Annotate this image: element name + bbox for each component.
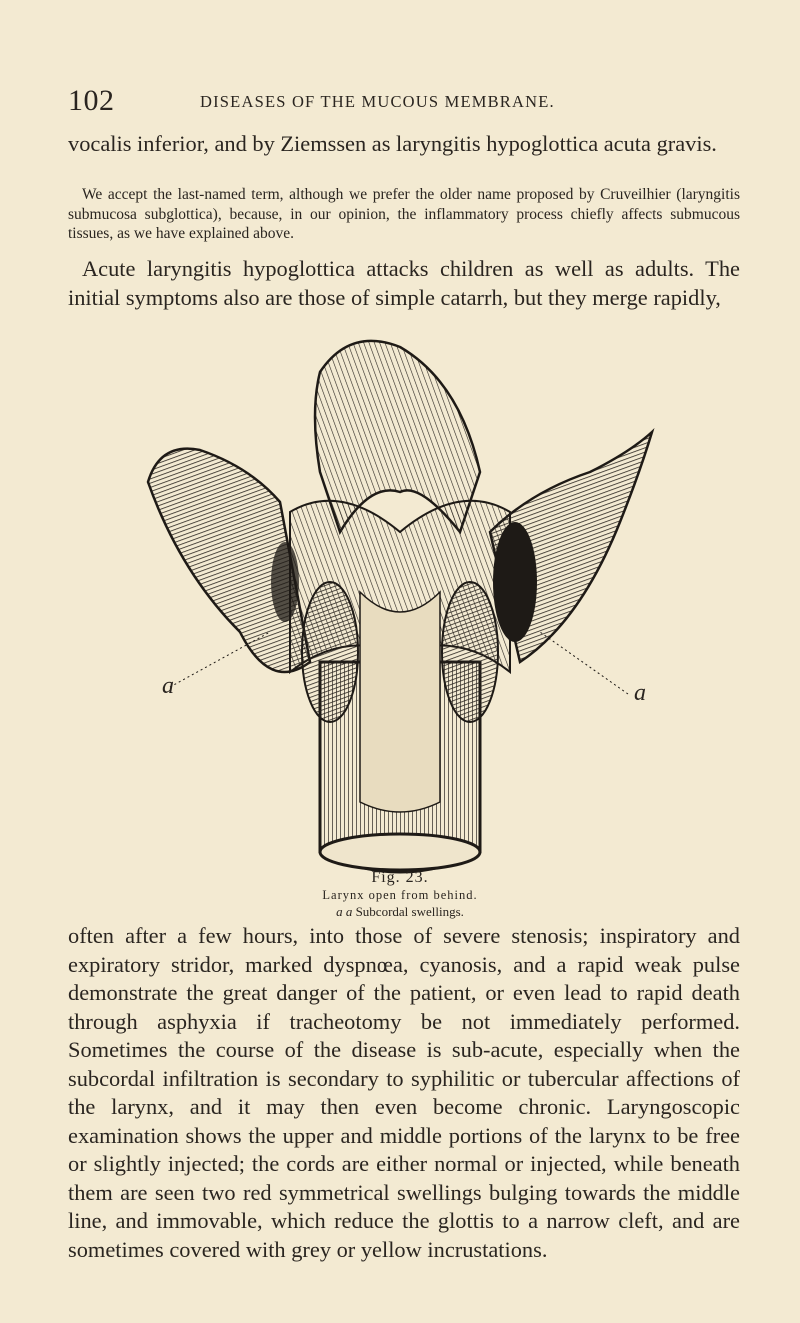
paragraph-acute-laryngitis: Acute laryngitis hypoglottica attacks children as well as adults. The initial symptoms also are those of simple catarrh, but they merge rapidly, <box>68 256 740 310</box>
legend-letters: a a <box>336 904 353 919</box>
figure-legend <box>0 904 800 920</box>
figure-caption: Larynx open from behind. <box>322 888 478 902</box>
page-number: 102 <box>68 84 115 117</box>
footnote-paragraph: We accept the last-named term, although we prefer the older name proposed by Cruveilhier (laryngitis submucosa subglottica), because, in our opinion, the inflammatory process chiefly affects submucous tissues, as we have explained above. <box>68 186 740 242</box>
paragraph-opening: vocalis inferior, and by Ziemssen as laryngitis hypoglottica acuta gravis. <box>68 131 717 156</box>
legend-text: Subcordal swellings. <box>355 904 464 919</box>
figure-number: Fig. 23. <box>371 869 429 886</box>
figure-label-left: a <box>162 673 174 699</box>
larynx-drawing <box>120 332 680 892</box>
running-head: DISEASES OF THE MUCOUS MEMBRANE. <box>200 92 555 111</box>
larynx-illustration <box>120 332 680 892</box>
figure-label-right: a <box>634 680 646 706</box>
paragraph-symptoms: often after a few hours, into those of severe stenosis; inspiratory and expiratory stridor, marked dyspnœa, cyanosis, and a rapid weak pulse demonstrate the great danger of the patient, or even lead to rapid death through asphyxia if tracheotomy be not immediately performed. Sometimes the course of the disease is sub-acute, especially when the subcordal infiltration is secondary to syphilitic or tubercular affections of the larynx, and it may then even become chronic. Laryngoscopic examination shows the upper and middle portions of the larynx to be free or slightly injected; the cords are either normal or injected, while beneath them are seen two red symmetrical swellings bulging towards the middle line, and immovable, which reduce the glottis to a narrow cleft, and are sometimes covered with grey or yellow incrustations. <box>68 923 740 1262</box>
